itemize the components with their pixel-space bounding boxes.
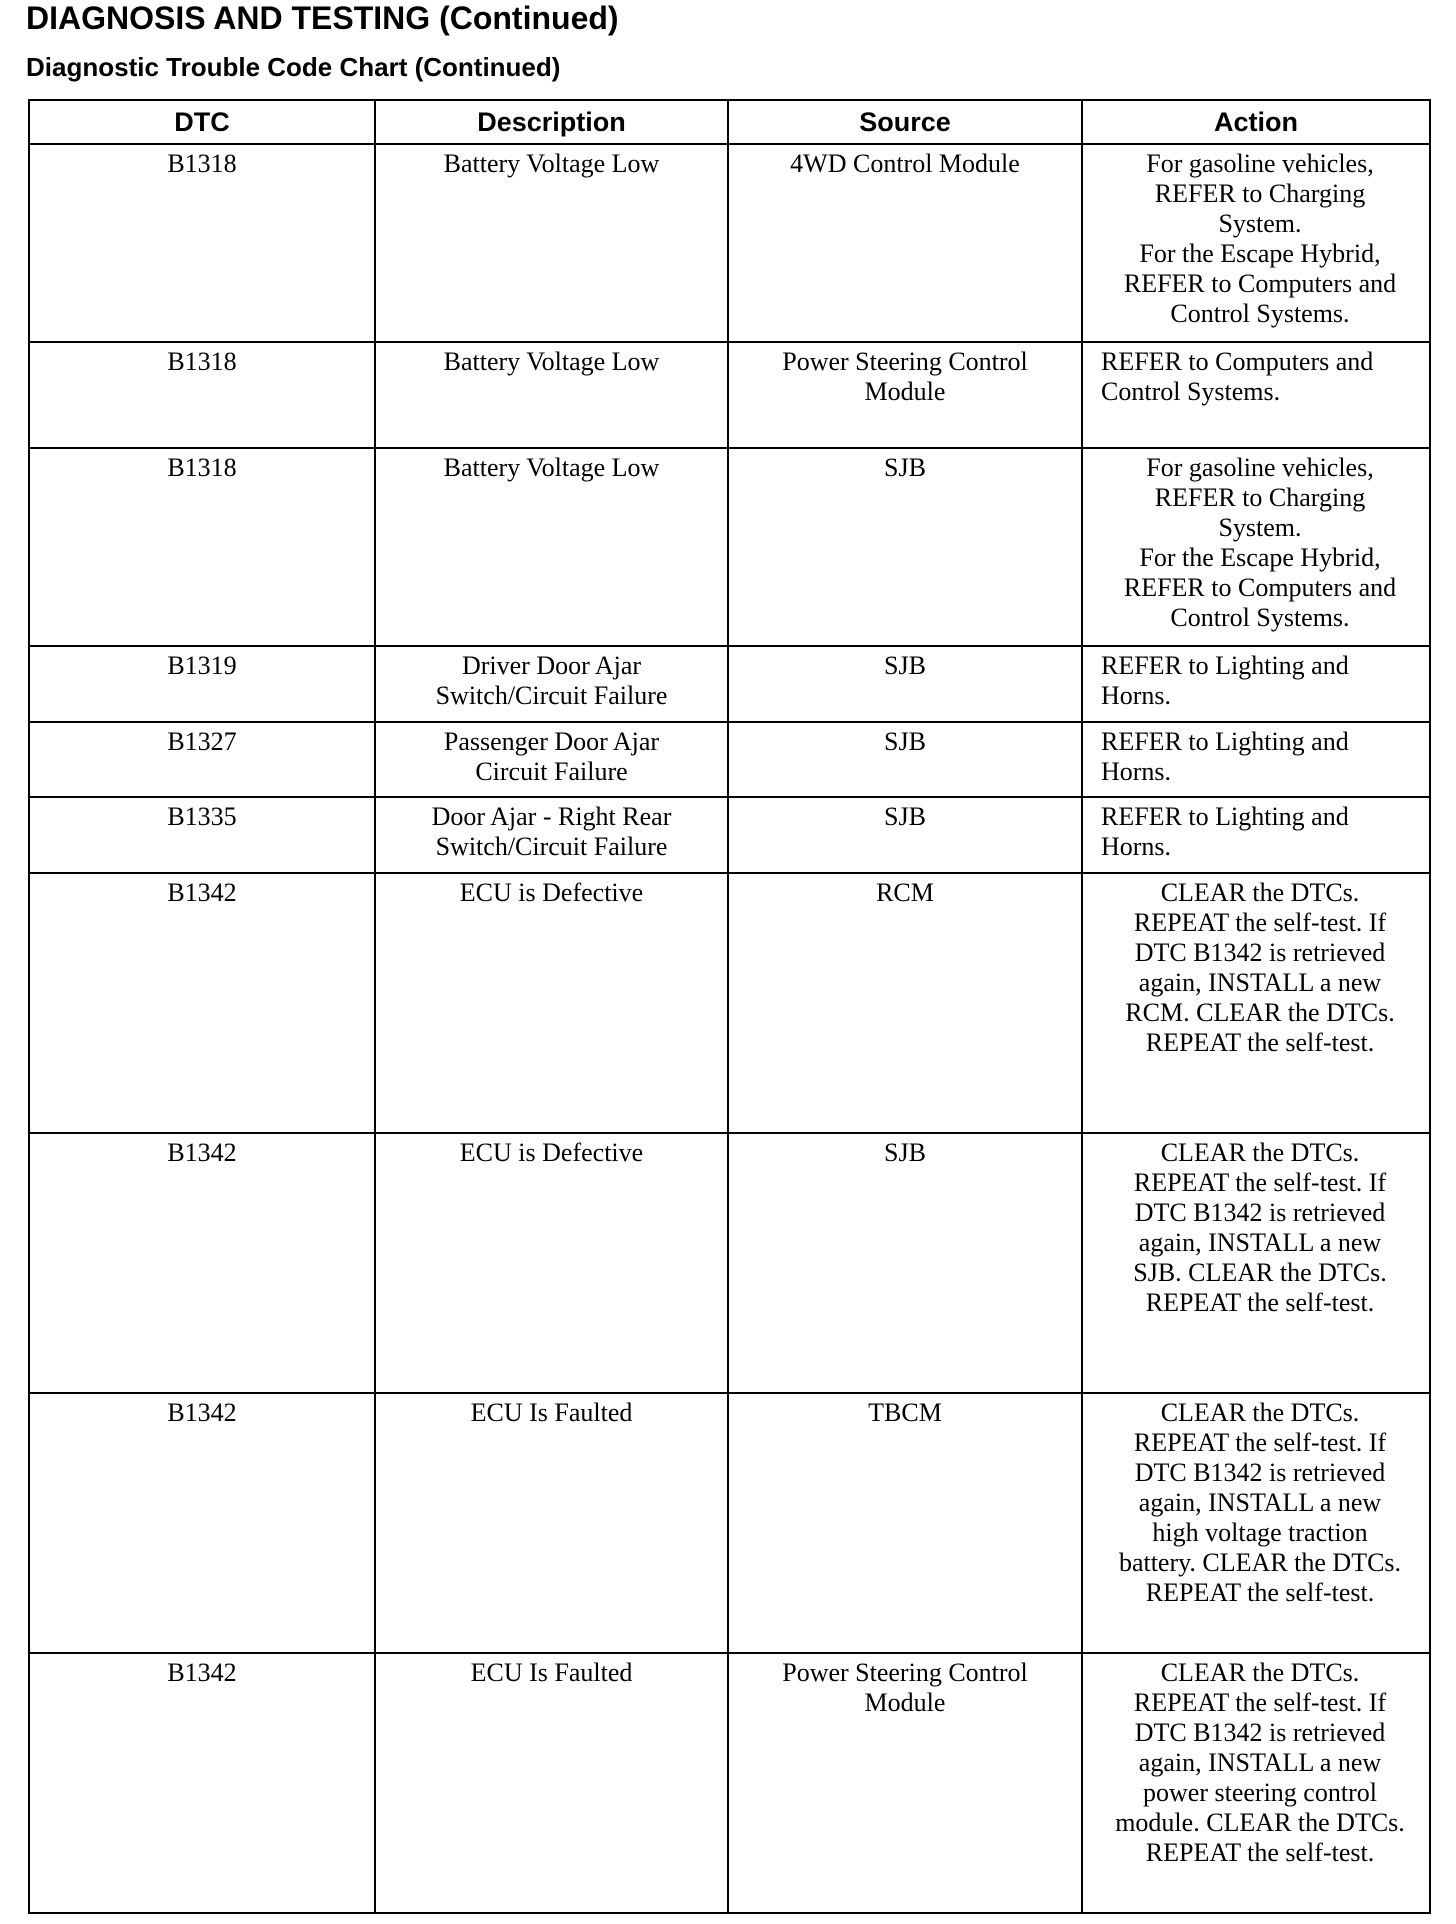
action-line: Control Systems. [1170, 603, 1350, 632]
cell-action [1082, 1393, 1430, 1653]
table-body [29, 144, 1430, 1913]
cell-source [728, 646, 1082, 722]
action-line: Control Systems. [1170, 299, 1350, 328]
action-line: For gasoline vehicles, [1146, 149, 1374, 178]
action-line: Horns. [1101, 832, 1172, 861]
description-line: Door Ajar - Right Rear [431, 802, 672, 831]
cell-description [375, 797, 728, 873]
description-line: Driver Door Ajar [461, 651, 642, 680]
dtc-table [28, 99, 1431, 1914]
action-line: SJB. CLEAR the DTCs. [1133, 1258, 1387, 1287]
action-line: REFER to Computers and [1123, 573, 1397, 602]
action-line: REPEAT the self-test. If [1133, 1428, 1387, 1457]
action-line: REFER to Lighting and [1101, 802, 1349, 831]
cell-action [1082, 797, 1430, 873]
cell-action [1082, 1133, 1430, 1393]
table-row [29, 873, 1430, 1133]
action-line: REPEAT the self-test. If [1133, 908, 1387, 937]
cell-description [375, 1133, 728, 1393]
action-line: DTC B1342 is retrieved [1134, 1718, 1386, 1747]
cell-source [728, 1133, 1082, 1393]
action-line: Horns. [1101, 681, 1172, 710]
cell-source [728, 448, 1082, 646]
description-line: Battery Voltage Low [443, 149, 660, 178]
action-line: CLEAR the DTCs. [1160, 1658, 1360, 1687]
cell-dtc: B1318 [29, 342, 375, 448]
action-line: For the Escape Hybrid, [1139, 239, 1381, 268]
cell-source [728, 342, 1082, 448]
cell-dtc: B1335 [29, 797, 375, 873]
action-line: high voltage traction [1152, 1518, 1368, 1547]
action-line: power steering control [1143, 1778, 1377, 1807]
source-line: Power Steering Control [782, 347, 1028, 376]
action-line: again, INSTALL a new [1138, 1228, 1382, 1257]
source-line: SJB [884, 727, 926, 756]
cell-source [728, 873, 1082, 1133]
description-line: Switch/Circuit Failure [435, 832, 668, 861]
cell-action [1082, 1653, 1430, 1913]
cell-description [375, 1393, 728, 1653]
action-line: REPEAT the self-test. If [1133, 1688, 1387, 1717]
cell-dtc: B1342 [29, 873, 375, 1133]
column-header-source: Source [728, 100, 1082, 144]
cell-description [375, 144, 728, 342]
table-row [29, 1133, 1430, 1393]
description-line: ECU is Defective [459, 878, 644, 907]
source-line: 4WD Control Module [790, 149, 1020, 178]
cell-source [728, 722, 1082, 797]
action-line: REPEAT the self-test. If [1133, 1168, 1387, 1197]
section-subtitle: Diagnostic Trouble Code Chart (Continued) [26, 52, 561, 82]
column-header-description: Description [375, 100, 728, 144]
action-line: battery. CLEAR the DTCs. [1118, 1548, 1402, 1577]
description-line: Switch/Circuit Failure [435, 681, 668, 710]
action-line: REPEAT the self-test. [1145, 1288, 1375, 1317]
table-row [29, 722, 1430, 797]
source-line: RCM [876, 878, 934, 907]
table-row [29, 797, 1430, 873]
source-line: Module [864, 1688, 946, 1717]
cell-action [1082, 342, 1430, 448]
description-line: ECU is Defective [459, 1138, 644, 1167]
description-line: Battery Voltage Low [443, 453, 660, 482]
cell-dtc: B1342 [29, 1393, 375, 1653]
action-line: REFER to Computers and [1101, 347, 1374, 376]
action-line: REFER to Lighting and [1101, 651, 1349, 680]
action-line: again, INSTALL a new [1138, 968, 1382, 997]
action-line: again, INSTALL a new [1138, 1488, 1382, 1517]
table-row [29, 144, 1430, 342]
header-row [29, 100, 1430, 144]
action-line: REPEAT the self-test. [1145, 1578, 1375, 1607]
action-line: System. [1218, 513, 1302, 542]
action-line: System. [1218, 209, 1302, 238]
source-line: TBCM [868, 1398, 942, 1427]
action-line: RCM. CLEAR the DTCs. [1125, 998, 1395, 1027]
table-row [29, 448, 1430, 646]
source-line: SJB [884, 802, 926, 831]
cell-description [375, 342, 728, 448]
action-line: For gasoline vehicles, [1146, 453, 1374, 482]
action-line: REPEAT the self-test. [1145, 1838, 1375, 1867]
cell-dtc: B1342 [29, 1653, 375, 1913]
cell-description [375, 873, 728, 1133]
action-line: REFER to Computers and [1123, 269, 1397, 298]
table-row [29, 342, 1430, 448]
cell-source [728, 1653, 1082, 1913]
cell-dtc: B1342 [29, 1133, 375, 1393]
description-line: Battery Voltage Low [443, 347, 660, 376]
source-line: SJB [884, 453, 926, 482]
cell-dtc: B1319 [29, 646, 375, 722]
action-line: Horns. [1101, 757, 1172, 786]
cell-source [728, 1393, 1082, 1653]
cell-description [375, 1653, 728, 1913]
action-line: DTC B1342 is retrieved [1134, 1198, 1386, 1227]
action-line: REFER to Charging [1154, 483, 1366, 512]
table-row [29, 1393, 1430, 1653]
column-header-dtc: DTC [29, 100, 375, 144]
cell-action [1082, 722, 1430, 797]
description-line: Passenger Door Ajar [443, 727, 660, 756]
cell-dtc: B1327 [29, 722, 375, 797]
action-line: REPEAT the self-test. [1145, 1028, 1375, 1057]
description-line: Circuit Failure [475, 757, 628, 786]
cell-action [1082, 448, 1430, 646]
action-line: again, INSTALL a new [1138, 1748, 1382, 1777]
cell-source [728, 144, 1082, 342]
cell-source [728, 797, 1082, 873]
source-line: SJB [884, 651, 926, 680]
action-line: DTC B1342 is retrieved [1134, 938, 1386, 967]
cell-action [1082, 873, 1430, 1133]
cell-action [1082, 144, 1430, 342]
action-line: CLEAR the DTCs. [1160, 1138, 1360, 1167]
cell-action [1082, 646, 1430, 722]
action-line: REFER to Lighting and [1101, 727, 1349, 756]
cell-description [375, 722, 728, 797]
action-line: For the Escape Hybrid, [1139, 543, 1381, 572]
description-line: ECU Is Faulted [470, 1658, 633, 1687]
action-line: module. CLEAR the DTCs. [1115, 1808, 1405, 1837]
action-line: CLEAR the DTCs. [1160, 878, 1360, 907]
column-header-action: Action [1082, 100, 1430, 144]
description-line: ECU Is Faulted [470, 1398, 633, 1427]
cell-description [375, 448, 728, 646]
action-line: Control Systems. [1101, 377, 1281, 406]
action-line: REFER to Charging [1154, 179, 1366, 208]
cell-dtc: B1318 [29, 448, 375, 646]
page-title: DIAGNOSIS AND TESTING (Continued) [26, 0, 619, 36]
cell-dtc: B1318 [29, 144, 375, 342]
source-line: SJB [884, 1138, 926, 1167]
source-line: Power Steering Control [782, 1658, 1028, 1687]
action-line: DTC B1342 is retrieved [1134, 1458, 1386, 1487]
cell-description [375, 646, 728, 722]
action-line: CLEAR the DTCs. [1160, 1398, 1360, 1427]
table-row [29, 646, 1430, 722]
table-row [29, 1653, 1430, 1913]
source-line: Module [864, 377, 946, 406]
